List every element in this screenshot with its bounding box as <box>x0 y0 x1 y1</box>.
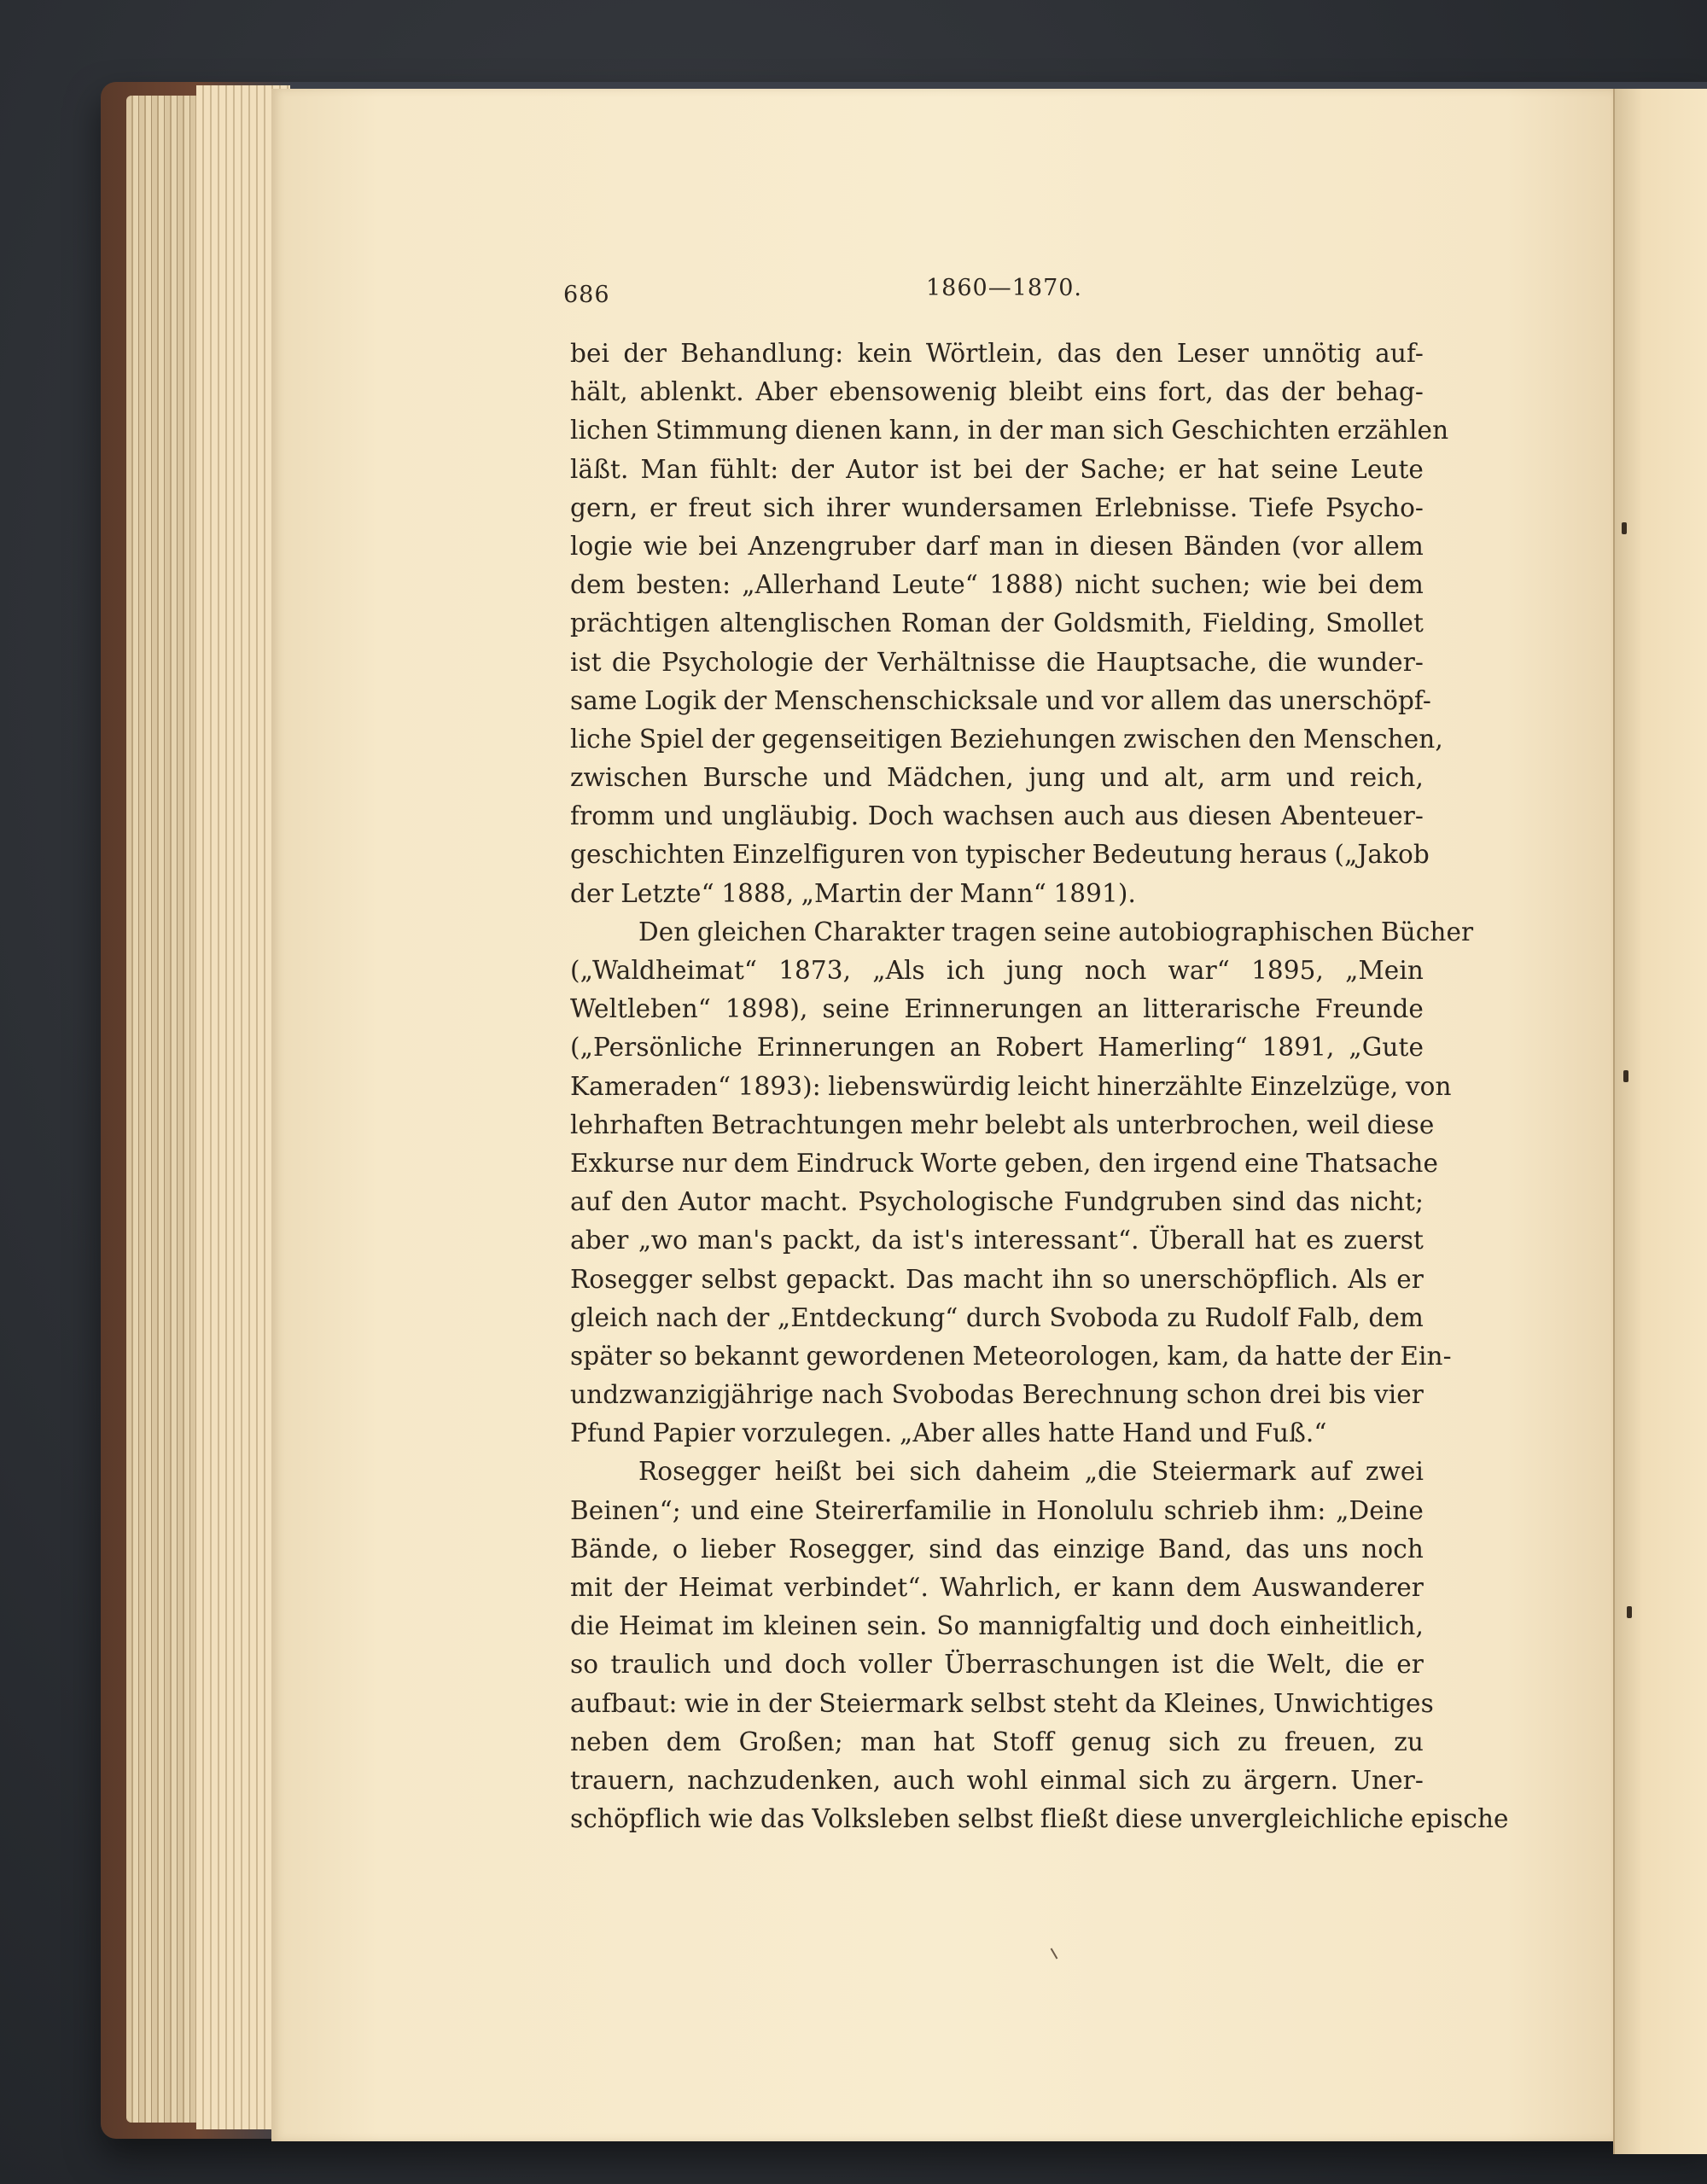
text-line: bei der Behandlung: kein Wörtlein, das den Leser unnötig auf- <box>570 339 1424 368</box>
text-line: Weltleben“ 1898), seine Erinnerungen an litterarische Freunde <box>570 994 1424 1024</box>
text-line: Rosegger selbst gepackt. Das macht ihn so unerschöpflich. Als er <box>570 1264 1424 1294</box>
running-head <box>563 275 1459 309</box>
text-line: zwischen Bursche und Mädchen, jung und alt, arm und reich, <box>570 763 1424 793</box>
text-line: logie wie bei Anzengruber darf man in diesen Bänden (vor allem <box>570 531 1424 561</box>
text-line: Pfund Papier vorzulegen. „Aber alles hatte Hand und Fuß.“ <box>570 1418 1327 1448</box>
text-line: schöpflich wie das Volksleben selbst fließt diese unvergleichliche epische <box>570 1804 1509 1834</box>
text-line: läßt. Man fühlt: der Autor ist bei der Sache; er hat seine Leute <box>570 454 1424 484</box>
text-line: ist die Psychologie der Verhältnisse die Hauptsache, die wunder- <box>570 647 1424 677</box>
text-line: aufbaut: wie in der Steiermark selbst steht da Kleines, Unwichtiges <box>570 1688 1434 1718</box>
facing-page-mark <box>1622 522 1627 534</box>
text-line: Beinen“; und eine Steirerfamilie in Honolulu schrieb ihm: „Deine <box>570 1495 1424 1525</box>
text-line: undzwanzigjährige nach Svobodas Berechnung schon drei bis vier <box>570 1380 1424 1410</box>
text-line: liche Spiel der gegenseitigen Beziehungen zwischen den Menschen, <box>570 724 1443 754</box>
text-line: lehrhaften Betrachtungen mehr belebt als unterbrochen, weil diese <box>570 1109 1435 1139</box>
facing-page <box>1613 89 1707 2154</box>
text-line: gern, er freut sich ihrer wundersamen Erlebnisse. Tiefe Psycho- <box>570 492 1424 522</box>
text-line: („Persönliche Erinnerungen an Robert Hamerling“ 1891, „Gute <box>570 1033 1424 1063</box>
text-line: neben dem Großen; man hat Stoff genug sich zu freuen, zu <box>570 1727 1424 1756</box>
text-line: trauern, nachzudenken, auch wohl einmal sich zu ärgern. Uner- <box>570 1765 1424 1795</box>
running-title: 1860—1870. <box>926 275 1083 301</box>
text-line: mit der Heimat verbindet“. Wahrlich, er kann dem Auswanderer <box>570 1573 1424 1602</box>
text-line: so traulich und doch voller Überraschungen ist die Welt, die er <box>570 1650 1424 1680</box>
page-number: 686 <box>563 282 610 308</box>
text-line: Kameraden“ 1893): liebenswürdig leicht hinerzählte Einzelzüge, von <box>570 1071 1452 1101</box>
text-line: fromm und ungläubig. Doch wachsen auch aus diesen Abenteuer- <box>570 801 1424 831</box>
text-line: same Logik der Menschenschicksale und vor allem das unerschöpf- <box>570 685 1431 715</box>
facing-page-mark <box>1627 1606 1632 1618</box>
text-line: („Waldheimat“ 1873, „Als ich jung noch war“ 1895, „Mein <box>570 956 1424 985</box>
text-line: prächtigen altenglischen Roman der Goldsmith, Fielding, Smollet <box>570 609 1424 638</box>
text-line: Den gleichen Charakter tragen seine autobiographischen Bücher <box>638 917 1474 946</box>
text-line: die Heimat im kleinen sein. So mannigfaltig und doch einheitlich, <box>570 1611 1424 1641</box>
body-text <box>570 335 1509 1838</box>
text-line: hält, ablenkt. Aber ebensowenig bleibt eins fort, das der behag- <box>570 377 1424 407</box>
text-line: später so bekannt gewordenen Meteorologen, kam, da hatte der Ein- <box>570 1341 1452 1371</box>
text-line: der Letzte“ 1888, „Martin der Mann“ 1891). <box>570 878 1136 908</box>
facing-page-mark <box>1623 1070 1628 1082</box>
text-line: Rosegger heißt bei sich daheim „die Steiermark auf zwei <box>638 1457 1424 1487</box>
text-line: gleich nach der „Entdeckung“ durch Svoboda zu Rudolf Falb, dem <box>570 1302 1424 1332</box>
text-line: lichen Stimmung dienen kann, in der man sich Geschichten erzählen <box>570 416 1449 446</box>
text-line: geschichten Einzelfiguren von typischer Bedeutung heraus („Jakob <box>570 840 1430 870</box>
text-line: Bände, o lieber Rosegger, sind das einzige Band, das uns noch <box>570 1534 1424 1564</box>
text-line: auf den Autor macht. Psychologische Fundgruben sind das nicht; <box>570 1187 1424 1217</box>
text-line: dem besten: „Allerhand Leute“ 1888) nicht suchen; wie bei dem <box>570 570 1424 600</box>
text-line: aber „wo man's packt, da ist's interessant“. Überall hat es zuerst <box>570 1226 1424 1255</box>
text-line: Exkurse nur dem Eindruck Worte geben, den irgend eine Thatsache <box>570 1148 1439 1178</box>
